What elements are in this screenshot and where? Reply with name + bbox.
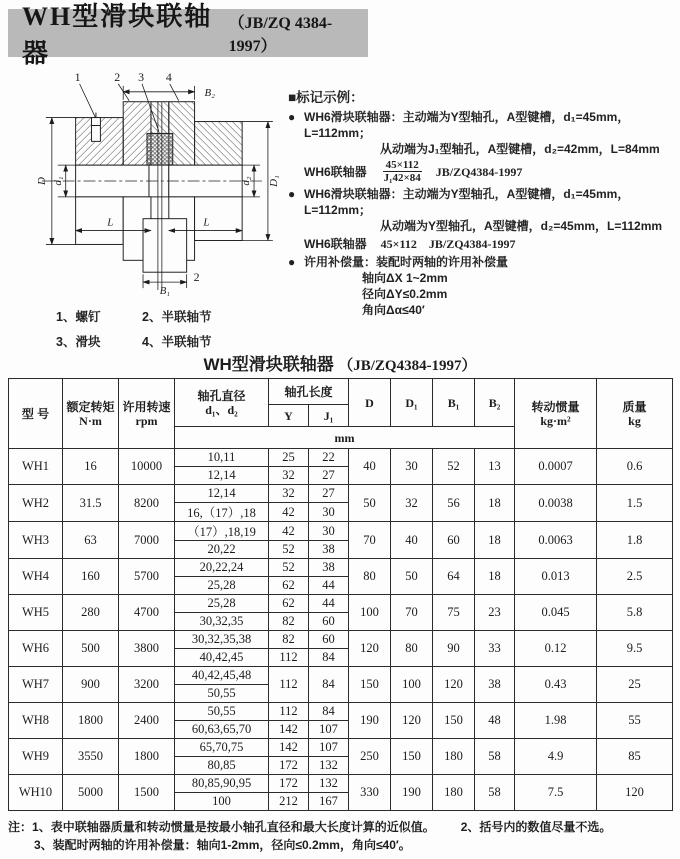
cell-torque: 1800 <box>63 703 119 739</box>
designation-name: WH6联轴器 <box>304 164 367 179</box>
cell-D1: 80 <box>391 631 433 667</box>
cell-D: 100 <box>349 595 391 631</box>
cell-D1: 100 <box>391 667 433 703</box>
page-title: WH型滑块联轴器 <box>22 2 213 68</box>
cell-D: 150 <box>349 667 391 703</box>
marking-example-1 <box>288 109 678 141</box>
cell-bore-diameter: 80,85,90,95 <box>175 775 269 793</box>
cell-D: 70 <box>349 522 391 559</box>
cell-length-y: 52 <box>269 541 309 559</box>
dim-label-B1: B₁ <box>159 285 171 296</box>
cell-length-j1: 27 <box>309 485 349 503</box>
legend-item-slider: 3、滑块 <box>56 335 101 349</box>
cell-inertia: 0.12 <box>515 631 597 667</box>
table-row <box>9 522 673 541</box>
note-line-2 <box>34 836 676 854</box>
dim-label-L-left: L <box>107 216 114 229</box>
designation-fraction <box>381 159 424 184</box>
part-number-4: 4 <box>165 70 172 84</box>
marking-heading: ■标记示例： <box>288 90 364 105</box>
diagram-legend <box>12 307 284 350</box>
bullet-icon: ● <box>288 255 296 269</box>
cell-D1: 190 <box>391 775 433 811</box>
cell-mass: 85 <box>597 739 673 775</box>
cell-length-j1: 107 <box>309 721 349 739</box>
cell-bore-diameter: 60,63,65,70 <box>175 721 269 739</box>
cell-length-y: 25 <box>269 449 309 467</box>
cell-D: 50 <box>349 485 391 522</box>
bore-diameter-sub: d₁、d₂ <box>205 402 238 417</box>
note-1: 1、表中联轴器质量和转动惯量是按最小轴孔直径和最大长度计算的近似值。 <box>32 820 435 834</box>
table-title <box>0 350 680 375</box>
designation-name: WH6联轴器 <box>304 237 367 251</box>
legend-item-half-coupling-2: 2、半联轴节 <box>142 310 212 324</box>
cell-length-j1: 44 <box>309 577 349 595</box>
cell-speed: 3800 <box>119 631 175 667</box>
title-banner <box>8 2 368 68</box>
cell-length-j1: 132 <box>309 775 349 793</box>
inertia-label: 转动惯量 <box>531 399 580 414</box>
cell-bore-diameter: 50,55 <box>175 685 269 703</box>
cell-bore-diameter: 30,32,35,38 <box>175 631 269 649</box>
cell-length-j1: 84 <box>309 703 349 721</box>
table-title-standard: （JB/ZQ4384-1997） <box>338 358 477 374</box>
cell-inertia: 0.0007 <box>515 449 597 485</box>
header-inertia <box>515 379 597 449</box>
cell-D1: 150 <box>391 739 433 775</box>
cell-bore-diameter: 25,28 <box>175 595 269 613</box>
cell-speed: 7000 <box>119 522 175 559</box>
mass-unit: kg <box>628 413 641 428</box>
cell-bore-diameter: 25,28 <box>175 577 269 595</box>
cell-bore-diameter: 16,（17）,18 <box>175 503 269 522</box>
header-bore-length: 轴孔长度 <box>269 379 349 405</box>
bullet-icon: ● <box>288 110 296 124</box>
cell-length-y: 52 <box>269 559 309 577</box>
header-Y: Y <box>269 405 309 427</box>
cell-inertia: 0.045 <box>515 595 597 631</box>
cell-D: 330 <box>349 775 391 811</box>
cell-bore-diameter: 80,85 <box>175 757 269 775</box>
dim-label-L-right: L <box>203 216 210 229</box>
cell-B1: 56 <box>433 485 475 522</box>
header-mm-unit: mm <box>175 427 515 449</box>
cell-B1: 90 <box>433 631 475 667</box>
cell-model: WH4 <box>9 559 63 595</box>
cell-length-y: 32 <box>269 485 309 503</box>
cell-length-j1: 132 <box>309 757 349 775</box>
fraction-denominator: J₁42×84 <box>383 172 421 184</box>
cell-length-y: 62 <box>269 577 309 595</box>
cell-speed: 1500 <box>119 775 175 811</box>
cell-B2: 18 <box>475 559 515 595</box>
cell-bore-diameter: 20,22,24 <box>175 559 269 577</box>
cell-bore-diameter: （17）,18,19 <box>175 522 269 541</box>
coupling-diagram-block <box>12 70 284 350</box>
dim-label-D: D <box>35 177 48 185</box>
cell-D: 250 <box>349 739 391 775</box>
cell-D1: 120 <box>391 703 433 739</box>
compensation-axial: 轴向ΔX 1~2mm <box>362 271 448 285</box>
cell-model: WH10 <box>9 775 63 811</box>
designation-standard: JB/ZQ4384-1997 <box>435 164 523 179</box>
cell-length-y: 212 <box>269 793 309 811</box>
legend-item-half-coupling-4: 4、半联轴节 <box>142 335 212 349</box>
cell-length-y: 32 <box>269 467 309 485</box>
header-J1: J₁ <box>309 405 349 427</box>
header-speed <box>119 379 175 449</box>
cell-model: WH1 <box>9 449 63 485</box>
part-number-1: 1 <box>74 70 81 84</box>
part-number-2: 2 <box>114 70 121 84</box>
cell-B1: 64 <box>433 559 475 595</box>
spec-table-body <box>9 449 673 811</box>
header-B1: B₁ <box>433 379 475 427</box>
cell-B2: 23 <box>475 595 515 631</box>
cell-length-y: 112 <box>269 703 309 721</box>
cell-model: WH5 <box>9 595 63 631</box>
compensation-title: 许用补偿量：装配时两轴的许用补偿量 <box>304 255 509 269</box>
table-row <box>9 667 673 685</box>
header-B2: B₂ <box>475 379 515 427</box>
cell-torque: 3550 <box>63 739 119 775</box>
notes-block <box>8 818 676 854</box>
cell-bore-diameter: 20,22 <box>175 541 269 559</box>
cell-B2: 58 <box>475 775 515 811</box>
cell-inertia: 4.9 <box>515 739 597 775</box>
cell-bore-diameter: 65,70,75 <box>175 739 269 757</box>
cell-B2: 38 <box>475 667 515 703</box>
bore-diameter-label: 轴孔直径 <box>197 388 246 403</box>
table-row <box>9 631 673 649</box>
cell-B2: 33 <box>475 631 515 667</box>
spec-table-header <box>9 379 673 449</box>
cell-B1: 180 <box>433 775 475 811</box>
table-row <box>9 449 673 467</box>
example2-line1: WH6滑块联轴器：主动端为Y型轴孔，A型键槽，d₁=45mm，L=112mm； <box>304 187 630 217</box>
cell-torque: 16 <box>63 449 119 485</box>
cell-D: 190 <box>349 703 391 739</box>
cell-length-j1: 60 <box>309 631 349 649</box>
torque-unit: N·m <box>79 413 102 428</box>
cell-model: WH7 <box>9 667 63 703</box>
header-D: D <box>349 379 391 427</box>
dim-label-D1: D₁ <box>267 175 280 187</box>
cell-torque: 5000 <box>63 775 119 811</box>
cell-D1: 30 <box>391 449 433 485</box>
cell-mass: 2.5 <box>597 559 673 595</box>
table-title-main: WH型滑块联轴器 <box>203 355 334 374</box>
table-row <box>9 595 673 613</box>
slider-block-section <box>147 133 173 165</box>
designation-size: 45×112 <box>380 237 417 251</box>
cell-length-y: 62 <box>269 595 309 613</box>
cell-D: 40 <box>349 449 391 485</box>
dim-label-d1: d₁ <box>51 176 64 186</box>
dim-label-gap2: 2 <box>193 270 200 285</box>
note-3: 3、装配时两轴的许用补偿量：轴向1-2mm，径向≤0.2mm，角向≤40′。 <box>34 838 411 852</box>
designation-standard: JB/ZQ4384-1997 <box>428 237 516 251</box>
example2-line2: 从动端为Y型轴孔，A型键槽，d₂=45mm，L=112mm <box>380 219 663 233</box>
mass-label: 质量 <box>622 399 647 414</box>
coupling-cross-section-drawing <box>12 70 280 296</box>
dim-label-B2: B₂ <box>204 86 215 99</box>
cell-speed: 5700 <box>119 559 175 595</box>
cell-D1: 40 <box>391 522 433 559</box>
cell-length-y: 142 <box>269 721 309 739</box>
speed-unit: rpm <box>135 413 158 428</box>
note-2: 2、括号内的数值尽量不选。 <box>460 820 612 834</box>
cell-mass: 1.8 <box>597 522 673 559</box>
dim-label-d2: d₂ <box>240 176 253 186</box>
cell-length-j1: 22 <box>309 449 349 467</box>
cell-B1: 180 <box>433 739 475 775</box>
cell-mass: 55 <box>597 703 673 739</box>
cell-length-y: 142 <box>269 739 309 757</box>
cell-B1: 52 <box>433 449 475 485</box>
cell-bore-diameter: 12,14 <box>175 467 269 485</box>
cell-inertia: 1.98 <box>515 703 597 739</box>
table-row <box>9 703 673 721</box>
cell-bore-diameter: 50,55 <box>175 703 269 721</box>
table-row <box>9 559 673 577</box>
cell-D1: 32 <box>391 485 433 522</box>
cell-length-j1: 44 <box>309 595 349 613</box>
header-model: 型 号 <box>9 379 63 449</box>
table-row <box>9 775 673 793</box>
cell-D1: 50 <box>391 559 433 595</box>
cell-mass: 9.5 <box>597 631 673 667</box>
cell-B1: 60 <box>433 522 475 559</box>
cell-mass: 0.6 <box>597 449 673 485</box>
cell-length-j1: 167 <box>309 793 349 811</box>
table-row <box>9 485 673 503</box>
cell-B2: 18 <box>475 485 515 522</box>
speed-label: 许用转速 <box>122 399 171 414</box>
header-torque <box>63 379 119 449</box>
cell-inertia: 0.43 <box>515 667 597 703</box>
example1-designation <box>288 159 678 184</box>
compensation-radial: 径向ΔY≤0.2mm <box>362 287 448 301</box>
part-number-3: 3 <box>138 70 145 84</box>
header-mass <box>597 379 673 449</box>
cell-B2: 13 <box>475 449 515 485</box>
note-label: 注： <box>8 820 33 834</box>
cell-B2: 18 <box>475 522 515 559</box>
cell-bore-diameter: 30,32,35 <box>175 613 269 631</box>
header-D1: D₁ <box>391 379 433 427</box>
cell-length-y: 82 <box>269 613 309 631</box>
cell-mass: 25 <box>597 667 673 703</box>
compensation-section <box>288 254 678 270</box>
cell-length-y: 112 <box>269 649 309 667</box>
cell-speed: 10000 <box>119 449 175 485</box>
legend-item-screw: 1、螺钉 <box>56 310 101 324</box>
cell-length-j1: 30 <box>309 522 349 541</box>
cell-inertia: 0.013 <box>515 559 597 595</box>
cell-length-j1: 60 <box>309 613 349 631</box>
example1-line2: 从动端为J₁型轴孔，A型键槽，d₂=42mm，L=84mm <box>380 142 660 156</box>
cell-torque: 31.5 <box>63 485 119 522</box>
cell-model: WH2 <box>9 485 63 522</box>
cell-length-j1: 27 <box>309 467 349 485</box>
cell-bore-diameter: 10,11 <box>175 449 269 467</box>
cell-length-y: 82 <box>269 631 309 649</box>
note-line-1 <box>8 818 676 836</box>
header-bore-diameter <box>175 379 269 427</box>
cell-speed: 1800 <box>119 739 175 775</box>
cell-mass: 1.5 <box>597 485 673 522</box>
cell-torque: 900 <box>63 667 119 703</box>
cell-speed: 3200 <box>119 667 175 703</box>
cell-model: WH9 <box>9 739 63 775</box>
torque-label: 额定转矩 <box>66 399 115 414</box>
bullet-icon: ● <box>288 187 296 201</box>
cell-D: 120 <box>349 631 391 667</box>
cell-inertia: 0.0063 <box>515 522 597 559</box>
cell-D: 80 <box>349 559 391 595</box>
marking-example-2 <box>288 186 678 218</box>
cell-length-j1: 84 <box>309 649 349 667</box>
example2-designation <box>288 236 678 252</box>
cell-D1: 70 <box>391 595 433 631</box>
cell-mass: 5.8 <box>597 595 673 631</box>
page-title-standard: （JB/ZQ 4384-1997） <box>228 15 333 55</box>
cell-torque: 63 <box>63 522 119 559</box>
screw-part <box>91 113 100 142</box>
cell-bore-diameter: 12,14 <box>175 485 269 503</box>
cell-speed: 2400 <box>119 703 175 739</box>
inertia-unit: kg·m² <box>540 413 571 428</box>
cell-B2: 58 <box>475 739 515 775</box>
cell-bore-diameter: 100 <box>175 793 269 811</box>
cell-length-j1: 38 <box>309 559 349 577</box>
cell-length-y: 172 <box>269 757 309 775</box>
compensation-angular: 角向Δα≤40′ <box>362 303 425 317</box>
cell-length-j1: 84 <box>309 667 349 703</box>
spec-table <box>8 378 673 811</box>
cell-inertia: 0.0038 <box>515 485 597 522</box>
example1-line1: WH6滑块联轴器：主动端为Y型轴孔，A型键槽，d₁=45mm，L=112mm； <box>304 110 630 140</box>
cell-B1: 75 <box>433 595 475 631</box>
cell-B1: 150 <box>433 703 475 739</box>
cell-inertia: 7.5 <box>515 775 597 811</box>
cell-model: WH3 <box>9 522 63 559</box>
cell-length-y: 172 <box>269 775 309 793</box>
cell-model: WH6 <box>9 631 63 667</box>
cell-B1: 120 <box>433 667 475 703</box>
cell-length-y: 112 <box>269 667 309 703</box>
table-row <box>9 739 673 757</box>
cell-model: WH8 <box>9 703 63 739</box>
cell-speed: 4700 <box>119 595 175 631</box>
cell-mass: 120 <box>597 775 673 811</box>
cell-bore-diameter: 40,42,45 <box>175 649 269 667</box>
cell-torque: 280 <box>63 595 119 631</box>
cell-bore-diameter: 40,42,45,48 <box>175 667 269 685</box>
cell-torque: 160 <box>63 559 119 595</box>
fraction-numerator: 45×112 <box>383 159 422 172</box>
cell-speed: 8200 <box>119 485 175 522</box>
cell-length-j1: 107 <box>309 739 349 757</box>
cell-length-y: 42 <box>269 522 309 541</box>
coupling-body <box>76 102 243 290</box>
cell-length-y: 42 <box>269 503 309 522</box>
cell-B2: 48 <box>475 703 515 739</box>
cell-length-j1: 38 <box>309 541 349 559</box>
cell-torque: 500 <box>63 631 119 667</box>
cell-length-j1: 30 <box>309 503 349 522</box>
marking-example-block <box>288 90 678 318</box>
